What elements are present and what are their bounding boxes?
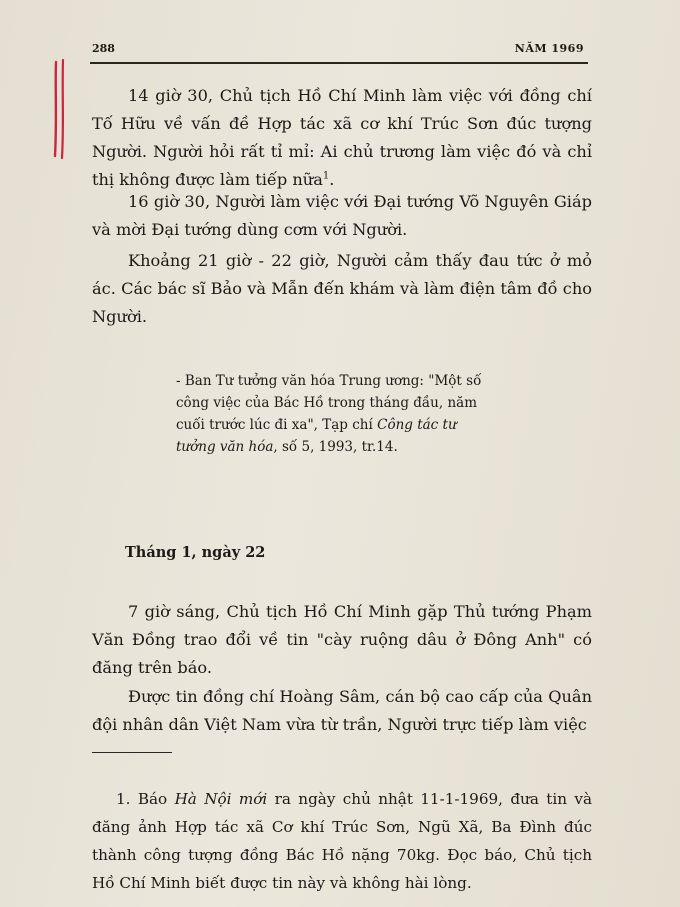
page-number: 288 [92, 42, 115, 55]
paragraph-5: Được tin đồng chí Hoàng Sâm, cán bộ cao cấp của Quân đội nhân dân Việt Nam vừa từ trần, Người trực tiếp làm việc [92, 687, 592, 734]
footnote-ref: 1 [322, 170, 330, 182]
footnote-newspaper: Hà Nội mới [174, 790, 268, 808]
page-header [92, 40, 586, 60]
paragraph-3: Khoảng 21 giờ - 22 giờ, Người cảm thấy đau tức ở mỏ ác. Các bác sĩ Bảo và Mẫn đến khám và làm điện tâm đồ cho Người. [92, 251, 592, 326]
citation-journal: Công tác tư tưởng văn hóa [176, 417, 457, 455]
paragraph-1-text: 14 giờ 30, Chủ tịch Hồ Chí Minh làm việc với đồng chí Tố Hữu về vấn đề Hợp tác xã cơ khí Trúc Sơn đúc tượng Người. Người hỏi rất tỉ mỉ: Ai chủ trương làm việc đó và chỉ thị không được làm tiếp nữa [92, 86, 592, 189]
footnote-end: ra ngày chủ nhật 11-1-1969, đưa tin và đăng ảnh Hợp tác xã Cơ khí Trúc Sơn, Ngũ Xã, Ba Đình đúc thành công tượng đồng Bác Hồ nặng 70kg. Đọc báo, Chủ tịch Hồ Chí Minh biết được tin này và không hài lòng. [92, 790, 592, 892]
date-subheading: Tháng 1, ngày 22 [125, 544, 266, 561]
citation-text: - Ban Tư tưởng văn hóa Trung ương: "Một số công việc của Bác Hồ trong tháng đầu, năm cuối trước lúc đi xa", Tạp chí [176, 373, 482, 433]
footnote [92, 785, 592, 897]
citation [176, 370, 494, 458]
header-rule [90, 62, 588, 64]
citation-end: , số 5, 1993, tr.14. [273, 439, 398, 455]
paragraph-1 [92, 82, 592, 194]
red-pen-mark-icon [52, 58, 68, 160]
footnote-text: 1. Báo [116, 790, 175, 808]
paragraph-1-end: . [329, 170, 335, 189]
footnote-rule [92, 752, 172, 753]
running-title-year: NĂM 1969 [514, 42, 584, 55]
paragraph-4: 7 giờ sáng, Chủ tịch Hồ Chí Minh gặp Thủ tướng Phạm Văn Đồng trao đổi về tin "cày ruộng dâu ở Đông Anh" có đăng trên báo. [92, 602, 592, 677]
paragraph-2: 16 giờ 30, Người làm việc với Đại tướng Võ Nguyên Giáp và mời Đại tướng dùng cơm với Người. [92, 192, 592, 239]
